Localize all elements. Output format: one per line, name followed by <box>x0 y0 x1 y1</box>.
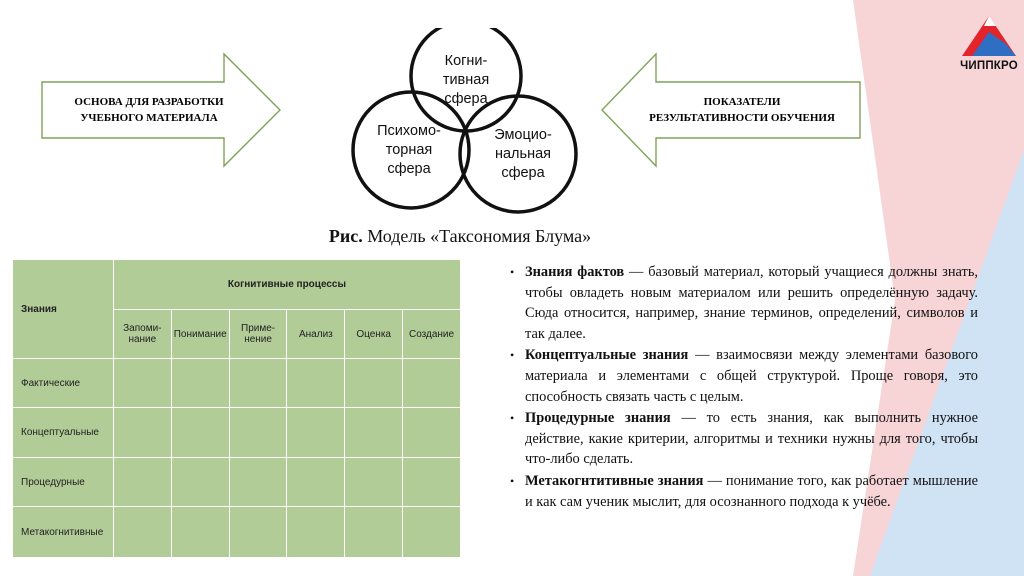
table-cell <box>345 359 403 408</box>
table-cell <box>345 507 403 558</box>
table-cell <box>345 408 403 458</box>
table-cell <box>113 408 171 458</box>
table-row <box>13 458 461 507</box>
table-row-header: Метакогнитивные <box>13 507 114 558</box>
table-cell <box>113 458 171 507</box>
bullet-icon: • <box>510 348 515 363</box>
figure-caption <box>290 226 630 247</box>
table-column-header: Анализ <box>287 310 345 359</box>
table-cell <box>287 507 345 558</box>
table-row <box>13 408 461 458</box>
knowledge-types-list <box>510 262 978 513</box>
taxonomy-table <box>12 259 461 558</box>
table-cell <box>113 359 171 408</box>
table-column-header: Приме- нение <box>229 310 287 359</box>
left-arrow-line1: ОСНОВА ДЛЯ РАЗРАБОТКИ <box>74 96 224 108</box>
table-header-row <box>13 260 461 310</box>
table-row <box>13 507 461 558</box>
table-column-header: Понимание <box>171 310 229 359</box>
right-arrow-label <box>630 94 854 126</box>
table-column-header: Создание <box>403 310 461 359</box>
table-corner-header: Знания <box>13 260 114 359</box>
right-arrow-line2: РЕЗУЛЬТАТИВНОСТИ ОБУЧЕНИЯ <box>649 112 835 124</box>
logo <box>958 12 1020 76</box>
table-cell <box>229 408 287 458</box>
table-cell <box>403 408 461 458</box>
table-cell <box>171 458 229 507</box>
table-row-header: Концептуальные <box>13 408 114 458</box>
table-cell <box>171 359 229 408</box>
bullet-icon: • <box>510 473 515 488</box>
table-row-header: Процедурные <box>13 458 114 507</box>
venn-label-cognitive: Когни- тивная сфера <box>442 53 490 107</box>
table-cell <box>229 359 287 408</box>
table-column-header: Оценка <box>345 310 403 359</box>
table-group-header: Когнитивные процессы <box>113 260 460 310</box>
list-item: • Метакогнтитивные знания — понимание того, как работает мышление и как сам ученик мыслит, для осознанного подхода к учёбе. <box>510 472 978 510</box>
table-cell <box>287 359 345 408</box>
table-cell <box>229 507 287 558</box>
left-arrow-line2: УЧЕБНОГО МАТЕРИАЛА <box>80 112 218 124</box>
bullet-icon: • <box>510 411 515 426</box>
caption-text: Модель «Таксономия Блума» <box>367 226 592 246</box>
table-row-header: Фактические <box>13 359 114 408</box>
right-arrow-line1: ПОКАЗАТЕЛИ <box>703 96 781 108</box>
table-cell <box>113 507 171 558</box>
table-cell <box>403 507 461 558</box>
logo-text: ЧИППКРО <box>960 60 1018 72</box>
bloom-venn-diagram <box>345 28 585 214</box>
venn-label-emotional: Эмоцио- нальная сфера <box>494 127 552 181</box>
logo-mountain-icon <box>958 12 1020 60</box>
table-cell <box>287 408 345 458</box>
table-cell <box>171 408 229 458</box>
table-cell <box>229 458 287 507</box>
table-cell <box>403 359 461 408</box>
right-arrow-shape <box>600 52 862 168</box>
left-arrow-label <box>44 94 254 126</box>
table-cell <box>403 458 461 507</box>
table-cell <box>171 507 229 558</box>
left-arrow-shape <box>40 52 290 168</box>
table-cell <box>345 458 403 507</box>
bullet-icon: • <box>510 265 515 279</box>
table-cell <box>287 458 345 507</box>
venn-label-psychomotor: Психомо- торная сфера <box>377 123 441 177</box>
table-row <box>13 359 461 408</box>
list-item: • Знания фактов — базовый материал, который учащиеся должны знать, чтобы овладеть новым материалом или решить определённую задачу. Сюда относится, например, знание терминов, определений, символов и так далее. <box>510 264 978 342</box>
table-column-header: Запоми- нание <box>113 310 171 359</box>
list-item: • Процедурные знания — то есть знания, как выполнить нужное действие, какие критерии, алгоритмы и техники нужны для того, чтобы что-либо сделать. <box>510 410 978 468</box>
list-item: • Концептуальные знания — взаимосвязи между элементами базового материала и элементами с общей структурой. Проще говоря, это способность связать часть с целым. <box>510 347 978 405</box>
caption-prefix: Рис. <box>328 226 363 246</box>
